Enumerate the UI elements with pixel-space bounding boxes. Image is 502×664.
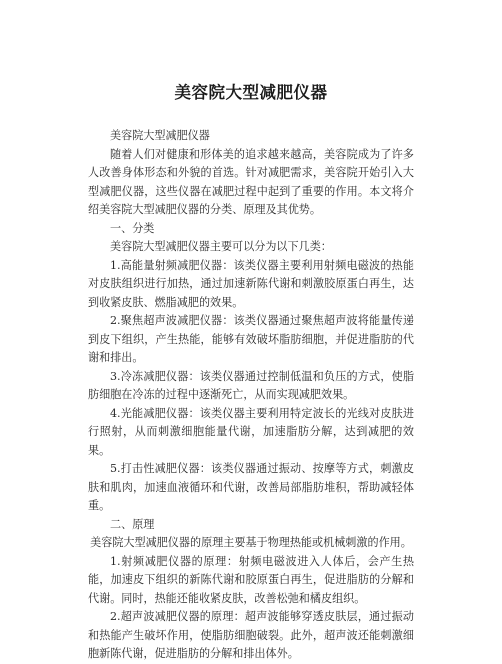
paragraph-item-3: 3.冷冻减肥仪器：该类仪器通过控制低温和负压的方式，使脂肪细胞在冷冻的过程中逐渐死亡，从而实现减肥效果。 bbox=[88, 369, 414, 401]
paragraph-classification-lead: 美容院大型减肥仪器主要可以分为以下几类： bbox=[110, 240, 332, 253]
paragraph-heading: 美容院大型减肥仪器 bbox=[110, 129, 210, 142]
document-body bbox=[88, 127, 414, 664]
paragraph-intro: 随着人们对健康和形体美的追求越来越高，美容院成为了许多人改善身体形态和外貌的首选。针对减肥需求，美容院开始引入大型减肥仪器，这些仪器在减肥过程中起到了重要的作用。本文将介绍美容院大型减肥仪器的分类、原理及其优势。 bbox=[88, 147, 414, 216]
paragraph-principle-lead: 美容院大型减肥仪器的原理主要基于物理热能或机械刺激的作用。 bbox=[90, 536, 412, 549]
paragraph-principle-2: 2.超声波减肥仪器的原理：超声波能够穿透皮肤层，通过振动和热能产生破坏作用，使脂肪细胞破裂。此外，超声波还能刺激细胞新陈代谢，促进脂肪的分解和排出体外。 bbox=[88, 610, 414, 660]
paragraph-item-5: 5.打击性减肥仪器：该类仪器通过振动、按摩等方式，刺激皮肤和肌肉，加速血液循环和代谢，改善局部脂肪堆积，帮助减轻体重。 bbox=[88, 462, 414, 512]
document-title: 美容院大型减肥仪器 bbox=[174, 83, 328, 102]
section-heading-principle: 二、原理 bbox=[110, 517, 155, 531]
paragraph-item-4: 4.光能减肥仪器：该类仪器主要利用特定波长的光线对皮肤进行照射，从而刺激细胞能量代谢，加速脂肪分解，达到减肥的效果。 bbox=[88, 406, 414, 457]
paragraph-item-2: 2.聚焦超声波减肥仪器：该类仪器通过聚焦超声波将能量传递到皮下组织，产生热能，能够有效破坏脂肪细胞，并促进脂肪的代谢和排出。 bbox=[88, 314, 414, 364]
paragraph-item-1: 1.高能量射频减肥仪器：该类仪器主要利用射频电磁波的热能对皮肤组织进行加热，通过加速新陈代谢和刺激胶原蛋白再生，达到收紧皮肤、燃脂减肥的效果。 bbox=[88, 258, 414, 309]
paragraph-principle-1: 1.射频减肥仪器的原理：射频电磁波进入人体后，会产生热能，加速皮下组织的新陈代谢和胶原蛋白再生，促进脂肪的分解和代谢。同时，热能还能收紧皮肤，改善松弛和橘皮组织。 bbox=[88, 554, 414, 605]
section-heading-classification: 一、分类 bbox=[110, 221, 155, 235]
